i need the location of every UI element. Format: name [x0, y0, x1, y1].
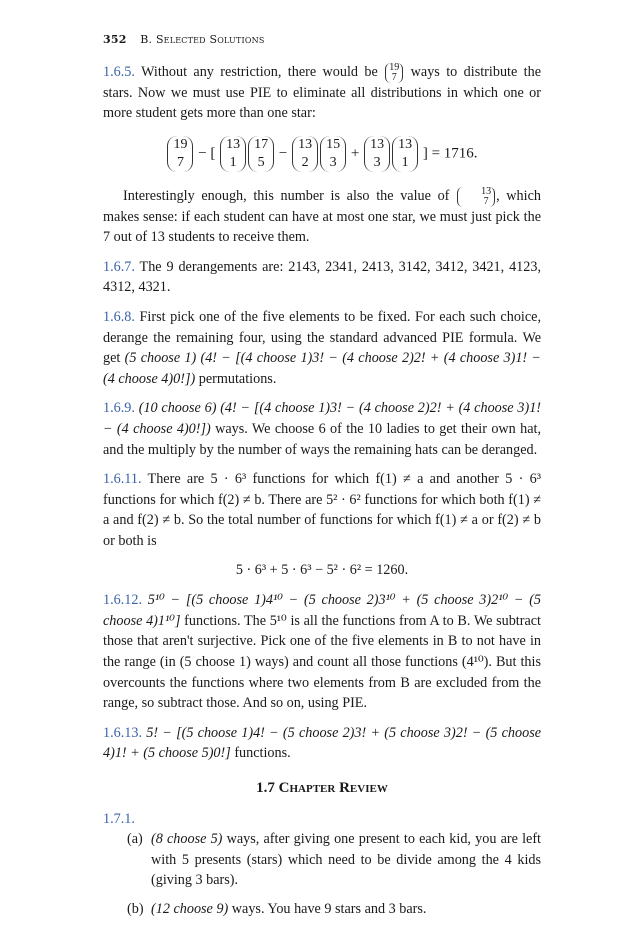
- solution-1-7-1: [103, 809, 541, 920]
- section-heading: 1.7 Chapter Review: [256, 779, 388, 796]
- solution-1-6-13: 1.6.13. 5! − [(5 choose 1)4! − (5 choose 2)3! + (5 choose 3)2! − (5 choose 4)1! + (5 choose 5)0!] functions.: [103, 724, 542, 762]
- formula: (10 choose 6) (4! − [(4 choose 1)3! − (4 choose 2)2! + (4 choose 3)1! − (4 choose 4)0!]): [103, 400, 542, 437]
- solution-number[interactable]: 1.6.13.: [103, 724, 143, 741]
- list-item: (b) (12 choose 9) ways. You have 9 stars and 3 bars.: [127, 900, 427, 917]
- solution-1-6-9: 1.6.9. (10 choose 6) (4! − [(4 choose 1)3! − (4 choose 2)2! + (4 choose 3)1! − (4 choose 4)0!]) ways. We choose 6 of the 10 ladies to get their own hat, and the multiply by the number of ways the remaining hats can be deranged.: [103, 400, 542, 458]
- sub-solution-list: [127, 829, 541, 919]
- solution-text: ways to distribute the stars. Now we must use PIE to eliminate all distributions in which one or more student gets more than one star:: [103, 64, 542, 122]
- solution-1-6-7: 1.6.7. The 9 derangements are: 2143, 2341, 2413, 3142, 3412, 3421, 4123, 4312, 4321.: [103, 258, 541, 296]
- solution-number[interactable]: 1.6.9.: [103, 400, 135, 417]
- solution-number[interactable]: 1.6.8.: [103, 309, 135, 326]
- solution-1-6-12: 1.6.12. 5¹⁰ − [(5 choose 1)4¹⁰ − (5 choose 2)3¹⁰ + (5 choose 3)2¹⁰ − (5 choose 4)1¹⁰] functions. The 5¹⁰ is all the functions from A to B. We subtract those that aren't surjective. Pick one of the five elements in B to not have in the range (in (5 choose 1) ways) and count all those functions (4¹⁰). But this overcounts the functions where two elements from B are excluded from the range, so subtract those. And so on, using PIE.: [103, 592, 542, 712]
- solution-number[interactable]: 1.6.5.: [103, 64, 135, 80]
- solution-number[interactable]: 1.7.1.: [103, 810, 135, 827]
- solution-number[interactable]: 1.6.7.: [103, 258, 135, 275]
- solution-1-6-5: 1.6.5. Without any restriction, there would be 19 7 ways to distribute the stars. Now we must use PIE to eliminate all distributions in which one or more student gets more than one star: 19 7 − [ 13 1 17 5 − 13 2 15 3 + 13 3 13 1 ] = 1716. Interestingly enough, this number is also the value of 13 7 , which makes sense: if each student can have at most one star, we must just pick the 7 out of 13 students to receive them.: [103, 61, 542, 246]
- page-number: 352: [103, 33, 127, 46]
- binomial: 19 7: [385, 63, 403, 83]
- solution-1-6-11: 1.6.11. There are 5 · 6³ functions for which f(1) ≠ a and another 5 · 6³ functions for which f(2) ≠ b. There are 5² · 6² functions for which both f(1) ≠ a and f(2) ≠ b. So the total number of functions for which f(1) ≠ a or f(2) ≠ b or both is 5 · 6³ + 5 · 6³ − 5² · 6² = 1260.: [103, 469, 541, 580]
- solution-number[interactable]: 1.6.11.: [103, 471, 142, 488]
- solutions-body: [103, 62, 541, 928]
- equation-result: = 1716.: [431, 145, 478, 162]
- list-item: (a) (8 choose 5) ways, after giving one present to each kid, you are left with 5 presents (stars) which need to be divide among the 4 kids (giving 3 bars).: [127, 831, 542, 889]
- display-equation: 5 · 6³ + 5 · 6³ − 5² · 6² = 1260.: [235, 561, 409, 578]
- formula: 5! − [(5 choose 1)4! − (5 choose 2)3! + (5 choose 3)2! − (5 choose 4)1! + (5 choose 5)0!]: [103, 724, 542, 762]
- solution-number[interactable]: 1.6.12.: [103, 592, 143, 609]
- formula: (5 choose 1) (4! − [(4 choose 1)3! − (4 choose 2)2! + (4 choose 3)1! − (4 choose 4)0!]): [103, 350, 541, 387]
- display-equation: 19 7 − [ 13 1 17 5 − 13 2 15 3 + 13 3 13 1 ] = 1716.: [103, 136, 541, 172]
- running-section-title: B. Selected Solutions: [140, 33, 265, 46]
- page-header: [103, 33, 265, 46]
- solution-text: Without any restriction, there would be: [141, 64, 378, 80]
- formula: 5¹⁰ − [(5 choose 1)4¹⁰ − (5 choose 2)3¹⁰ + (5 choose 3)2¹⁰ − (5 choose 4)1¹⁰]: [103, 592, 542, 629]
- solution-1-6-8: 1.6.8. First pick one of the five elements to be fixed. For each such choice, derange the remaining four, using the standard advanced PIE formula. We get (5 choose 1) (4! − [(4 choose 1)3! − (4 choose 2)2! + (4 choose 3)1! − (4 choose 4)0!]) permutations.: [103, 309, 542, 387]
